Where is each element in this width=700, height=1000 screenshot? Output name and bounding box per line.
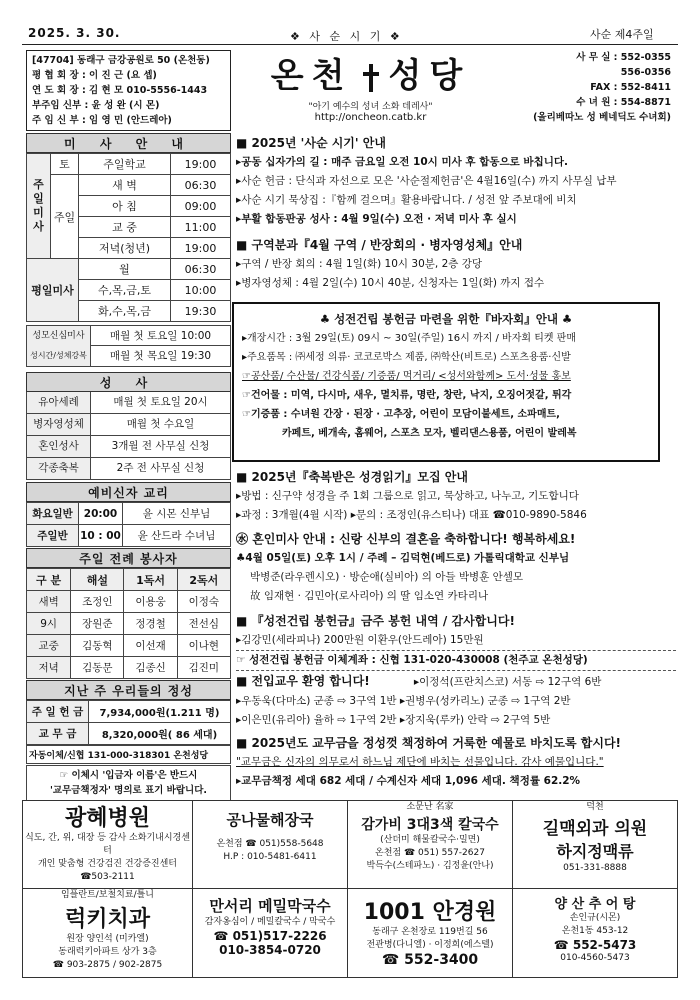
mass-name: 월 — [79, 259, 171, 280]
section-title: ■ 『성전건립 봉헌금』금주 봉헌 내역 / 감사합니다! — [236, 614, 515, 628]
bible-reading-notice: ■ 2025년『축복받은 성경읽기』모집 안내 ▸방법 : 신구약 성경을 주 1회 그룹으로 읽고, 묵상하고, 나누고, 기도합니다 ▸과정 : 3개월(4월 시작) ▸문의 : 조정인(유스티나) 대표 ☎010-9890-5846 — [236, 468, 676, 525]
bazaar-box: ♣ 성전건립 봉헌금 마련을 위한『바자회』안내 ♣ ▸개장시간 : 3월 29일(토) 09시 ~ 30일(주일) 16시 까지 / 바자회 티켓 판매 ▸주요품목 : ㈜세정 의류· 코코로박스 제품, ㈜학산(비트로) 스포츠용품·신발 ☞공산품/ 수산물/ 건강식품/ 기증품/ 먹거리/ <성서와함께> 도서·성물 홍보 ☞건어물 : 미역, 다시마, 새우, 멸치류, 명란, 창란, 낙지, 오징어젓갈, 튀각 ☞기증품 : 수녀원 간장 · 된장 · 고추장, 어린이 모담이불세트, 소파매트, 카페트, 베개속, 홈웨어, 스포츠 모자, 벨리댄스용품, 어린이 발레복 — [232, 302, 660, 462]
lent-notice: ■ 2025년 '사순 시기' 안내 ▸공동 십자가의 길 : 매주 금요일 오전 10시 미사 후 합동으로 바칩니다. ▸사순 헌금 : 단식과 자선으로 모은 '사순절제헌금'은 4월16일(수) 까지 사무실 납부 ▸사순 시기 묵상집 :『함께 걸으며』활용바랍니다. / 성전 앞 주보대에 비치 ▸부활 합동판공 성사 : 4월 9일(수) 오전 · 저녁 미사 후 실시 — [236, 134, 676, 229]
mass-name: 주일학교 — [79, 154, 171, 175]
info-line: [47704] 동래구 금강공원로 50 (온천동) — [32, 55, 210, 66]
table-row: 저녁 김동문 김종신 김진미 — [27, 657, 231, 679]
newcomer-notice: ■ 전입교우 환영 합니다! ▸이정석(프란치스코) 서동 ⇨ 12구역 6반 ▸우동욱(다마소) 군종 ⇨ 3구역 1반 ▸권병우(성카리노) 군종 ⇨ 1구역 2반 ▸이은민(유리아) 율하 ⇨ 1구역 2반 ▸장지욱(루카) 안락 ⇨ 2구역 5반 — [236, 672, 676, 730]
mass-time: 09:00 — [171, 196, 231, 217]
section-title: ■ 2025년도 교무금을 정성껏 책정하여 거룩한 예물로 바치도록 합시다! — [236, 736, 622, 750]
section-title: ■ 구역분과『4월 구역 / 반장회의 · 병자영성체』안내 — [236, 238, 523, 252]
mass-time: 06:30 — [171, 259, 231, 280]
mass-name: 아 침 — [79, 196, 171, 217]
title-part-b: 성당 — [388, 56, 471, 96]
section-title: ■ 2025년『축복받은 성경읽기』모집 안내 — [236, 470, 468, 484]
district-notice: ■ 구역분과『4월 구역 / 반장회의 · 병자영성체』안내 ▸구역 / 반장 회의 : 4월 1일(화) 10시 30분, 2층 강당 ▸병자영성체 : 4월 2일(수) 10시 40분, 신청자는 1일(화) 까지 접수 — [236, 236, 676, 293]
account-info: 자동이체/신협 131-000-318301 온천성당 — [26, 745, 231, 764]
mass-name: 화,수,목,금 — [79, 301, 171, 322]
mass-table — [26, 153, 231, 322]
extra-mass-row: 성모신심미사 매월 첫 토요일 10:00 — [26, 325, 231, 346]
sunday-mass-label: 주일미사 — [27, 154, 51, 259]
extra-mass-row: 성시간/성체강복 매월 첫 목요일 19:30 — [26, 346, 231, 367]
sacrament-row: 병자영성체 매월 첫 수요일 — [26, 414, 231, 436]
mass-name: 수,목,금,토 — [79, 280, 171, 301]
section-title: ■ 전입교우 환영 합니다! ▸이정석(프란치스코) 서동 ⇨ 12구역 6반 — [236, 674, 602, 688]
info-line: 연 도 회 장 : 김 현 모 010-5556-1443 — [32, 85, 208, 96]
patron-saint: "아기 예수의 성녀 소화 데레사" — [308, 102, 433, 112]
sun-label: 주일 — [51, 175, 79, 259]
ad-surgery: 덕천 길맥외과 의원 하지정맥류 051-331-8888 — [513, 801, 678, 889]
ad-soup: 공나물해장국 온천점 ☎ 051)558-5648 H.P : 010-5481-6411 — [193, 801, 348, 889]
ad-buckwheat: 만서리 메밀막국수 감자옹심이 / 메밀칼국수 / 막국수 ☎ 051)517-2226 010-3854-0720 — [193, 889, 348, 978]
table-row: 교중 김동혁 이선재 이나현 — [27, 635, 231, 657]
info-line: 평 협 회 장 : 이 진 근 (요 셉) — [32, 70, 157, 81]
info-line: 주 임 신 부 : 임 영 민 (안드레아) — [32, 115, 172, 126]
info-line: FAX : 552-8411 — [590, 82, 671, 93]
offering-note: ☞ 이체시 '입금자 이름'은 반드시 '교무금책정자' 명의로 표기 바랍니다. — [26, 765, 231, 801]
info-line: (올리베따노 성 베네딕도 수녀회) — [533, 112, 671, 123]
mass-name: 저녁(청년) — [79, 238, 171, 259]
ad-optician: 1001 안경원 동래구 온천장로 119번길 56 전관병(다니엘) · 이정희(에스텔) ☎ 552-3400 — [348, 889, 513, 978]
ad-hospital: 광혜병원 식도, 간, 위, 대장 등 감사 소화기내시경센터 개인 맞춤형 건강검진 건강증진센터 ☎503-2111 — [23, 801, 193, 889]
sacrament-row: 각종축복 2주 전 사무실 신청 — [26, 458, 231, 480]
table-row: 새벽 조정인 이용웅 이정숙 — [27, 591, 231, 613]
catechism-table: 화요일반 20:00 윤 시몬 신부님 주일반 10 : 00 윤 산드라 수녀님 — [26, 502, 231, 547]
mass-time: 19:00 — [171, 154, 231, 175]
parish-info-right — [505, 50, 675, 125]
info-line: 부주임 신부 : 윤 성 완 (시 몬) — [32, 100, 160, 111]
offering-table: 주 일 헌 금 7,934,000원(1.211 명) 교 무 금 8,320,000원( 86 세대) — [26, 700, 231, 745]
mass-heading: 미 사 안 내 — [26, 133, 231, 153]
sacrament-row: 유아세례 매월 첫 토요일 20시 — [26, 392, 231, 414]
section-title: ■ 2025년 '사순 시기' 안내 — [236, 136, 386, 150]
mass-time: 19:30 — [171, 301, 231, 322]
season-label: ❖ 사 순 시 기 ❖ — [290, 30, 403, 43]
section-title: ㊌ 혼인미사 안내 : 신랑 신부의 결혼을 축하합니다! 행복하세요! — [236, 532, 576, 546]
mass-name: 교 중 — [79, 217, 171, 238]
offering-heading: 지난 주 우리들의 정성 — [26, 680, 231, 700]
mass-time: 10:00 — [171, 280, 231, 301]
mass-name: 새 벽 — [79, 175, 171, 196]
ad-loach-soup: 양 산 추 어 탕 손인규(시몬) 온천1동 453-12 ☎ 552-5473 010-4560-5473 — [513, 889, 678, 978]
ads-table — [22, 800, 678, 978]
sat-label: 토 — [51, 154, 79, 175]
servers-table: 구 분 해설 1독서 2독서 새벽 조정인 이용웅 이정숙 9시 장원준 정경철 전선심 교중 김동혁 이선재 이나현 저녁 김동문 김종신 김진미 — [26, 568, 231, 679]
sacrament-heading: 성 사 — [26, 372, 231, 392]
ad-noodle: 소문난 名家 감가비 3대3색 칼국수 (산더미 해물칼국수·밀면) 온천점 ☎ 051) 557-2627 박득수(스테파노) · 김정윤(안나) — [348, 801, 513, 889]
week-label: 사순 제4주일 — [590, 28, 654, 41]
weekday-mass-label: 평일미사 — [27, 259, 79, 322]
bazaar-title: ♣ 성전건립 봉헌금 마련을 위한『바자회』안내 ♣ — [319, 312, 573, 326]
mass-time: 06:30 — [171, 175, 231, 196]
ad-dental: 임플란트/보철치료/틀니 럭키치과 원장 양인석 (미카엘) 동래럭키아파트 상가 3층 ☎ 903-2875 / 902-2875 — [23, 889, 193, 978]
sacrament-row: 혼인성사 3개월 전 사무실 신청 — [26, 436, 231, 458]
catechism-heading: 예비신자 교리 — [26, 482, 231, 502]
wedding-notice: ㊌ 혼인미사 안내 : 신랑 신부의 결혼을 축하합니다! 행복하세요! ♣4월 05일(토) 오후 1시 / 주례 – 김덕현(베드로) 가톨릭대학교 신부님 박병준(라우렌시오) · 방순애(실비아) 의 아들 박병훈 안셀모 故 임재현 · 김민아(로사리아) 의 딸 임소연 카타리나 — [236, 530, 676, 606]
info-line: 556-0356 — [620, 67, 671, 78]
parish-info-left — [26, 50, 231, 131]
info-line: 사 무 실 : 552-0355 — [576, 52, 671, 63]
issue-date: 2025. 3. 30. — [28, 26, 121, 40]
donation-notice: ■ 『성전건립 봉헌금』금주 봉헌 내역 / 감사합니다! ▸김강민(세라피나) 200만원 이환우(안드레아) 15만원 ☞ 성전건립 봉헌금 이체계좌 : 신협 131-020-430008 (천주교 온천성당) — [236, 612, 676, 671]
website-link[interactable]: http://oncheon.catb.kr — [314, 112, 427, 123]
title-part-a: 온천 — [270, 56, 353, 96]
mass-time: 11:00 — [171, 217, 231, 238]
dues-notice: ■ 2025년도 교무금을 정성껏 책정하여 거룩한 예물로 바치도록 합시다! "교무금은 신자의 의무로서 하느님 제단에 바치는 선물입니다. 감사 예물입니다." ▸교무금책정 세대 682 세대 / 수계신자 세대 1,096 세대. 책정률 62.2% — [236, 734, 676, 791]
table-row: 9시 장원준 정경철 전선심 — [27, 613, 231, 635]
parish-title — [248, 44, 493, 126]
cross-icon — [363, 64, 379, 92]
mass-time: 19:00 — [171, 238, 231, 259]
info-line: 수 녀 원 : 554-8871 — [576, 97, 671, 108]
servers-heading: 주일 전례 봉사자 — [26, 548, 231, 568]
